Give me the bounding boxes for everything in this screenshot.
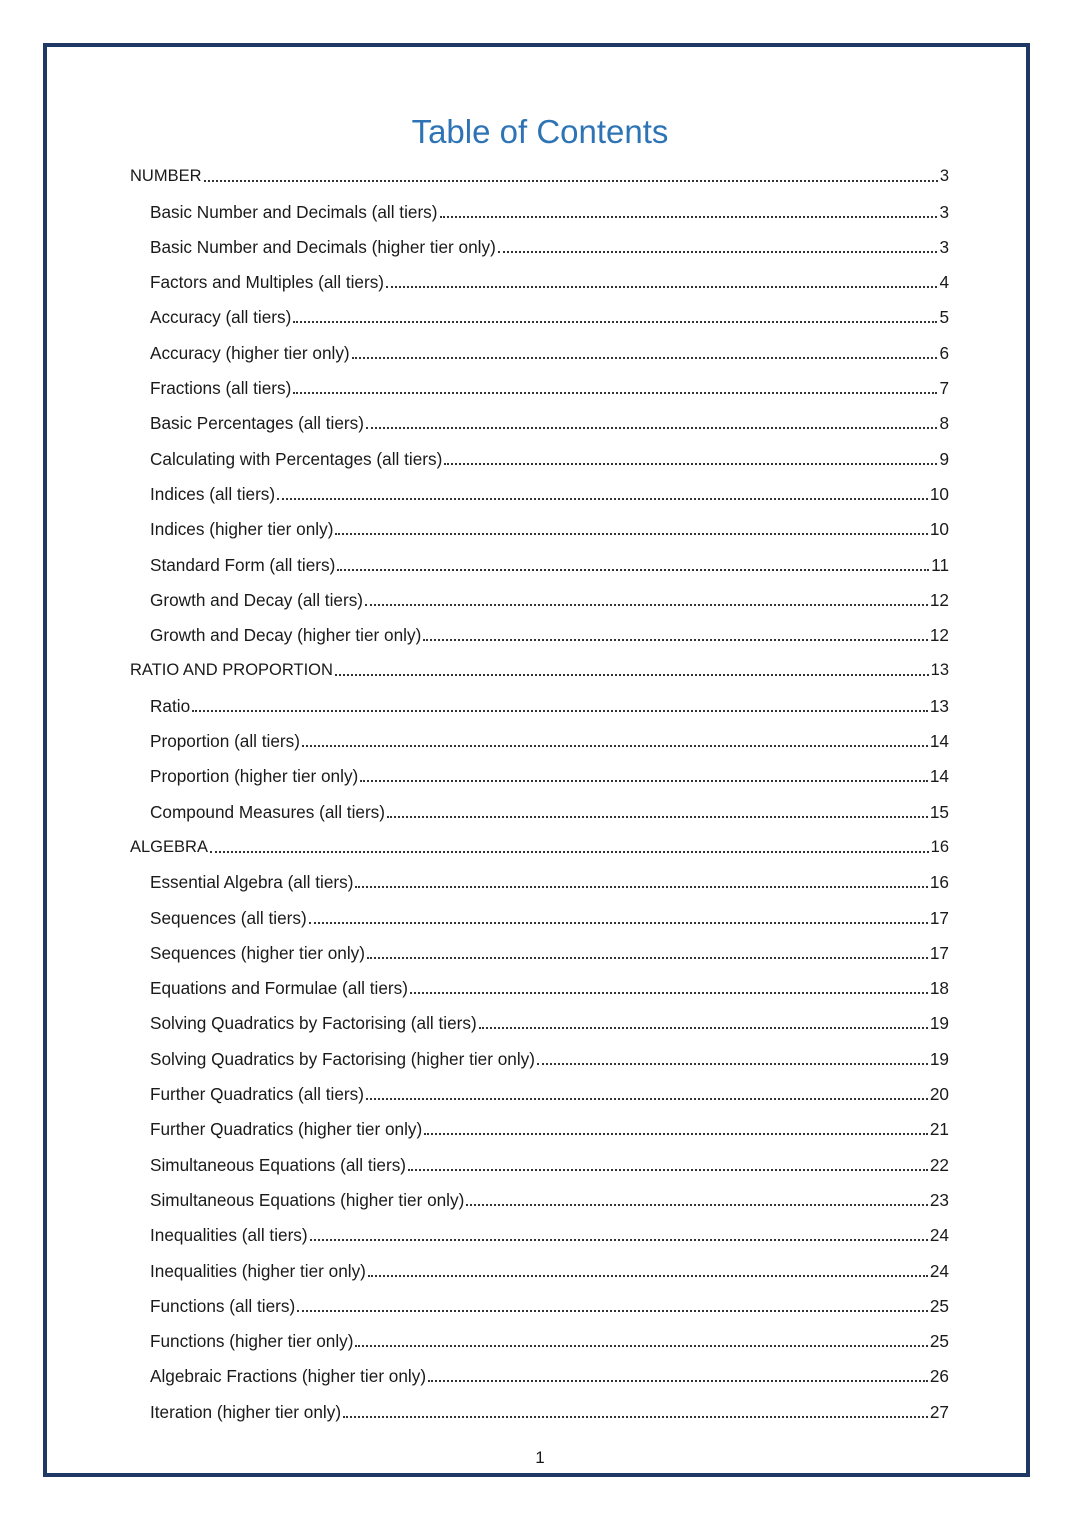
- toc-entry-page-number: 8: [939, 413, 949, 434]
- page-number: 1: [535, 1448, 545, 1467]
- toc-entry-label: Inequalities (higher tier only): [150, 1260, 366, 1281]
- toc-entry-label: Basic Percentages (all tiers): [150, 413, 364, 434]
- toc-entry-label: RATIO AND PROPORTION: [130, 661, 333, 680]
- toc-dot-leader: [537, 1063, 928, 1065]
- toc-dot-leader: [387, 816, 928, 818]
- toc-entry[interactable]: [130, 858, 949, 893]
- toc-entry[interactable]: [130, 1105, 949, 1140]
- toc-entry-page-number: 14: [929, 766, 949, 787]
- toc-entry[interactable]: [130, 1140, 949, 1175]
- toc-dot-leader: [310, 1239, 928, 1241]
- toc-entry[interactable]: [130, 505, 949, 540]
- toc-entry[interactable]: [130, 576, 949, 611]
- toc-dot-leader: [335, 674, 929, 676]
- toc-dot-leader: [466, 1204, 928, 1206]
- toc-entry-page-number: 27: [929, 1401, 949, 1422]
- toc-entry-page-number: 22: [929, 1154, 949, 1175]
- toc-entry-label: Simultaneous Equations (all tiers): [150, 1154, 407, 1175]
- toc-entry-label: NUMBER: [130, 167, 202, 186]
- toc-entry[interactable]: [130, 1070, 949, 1105]
- toc-entry-label: Solving Quadratics by Factorising (higher tier only): [150, 1048, 535, 1069]
- toc-entry[interactable]: [130, 1282, 949, 1317]
- toc-entry[interactable]: [130, 223, 949, 258]
- toc-entry-label: Fractions (all tiers): [150, 378, 292, 399]
- toc-entry[interactable]: [130, 1387, 949, 1422]
- toc-entry-label: Accuracy (all tiers): [150, 307, 292, 328]
- toc-entry[interactable]: [130, 258, 949, 293]
- toc-entry-page-number: 14: [929, 731, 949, 752]
- toc-entry[interactable]: [130, 964, 949, 999]
- toc-entry-page-number: 19: [929, 1013, 949, 1034]
- toc-entry[interactable]: [130, 1352, 949, 1387]
- toc-dot-leader: [293, 392, 937, 394]
- toc-dot-leader: [498, 251, 938, 253]
- toc-entry-page-number: 23: [929, 1189, 949, 1210]
- toc-dot-leader: [360, 780, 928, 782]
- toc-entry[interactable]: [130, 611, 949, 646]
- toc-entry-page-number: 18: [929, 978, 949, 999]
- toc-entry-page-number: 12: [929, 589, 949, 610]
- toc-entry-page-number: 4: [939, 272, 949, 293]
- toc-entry-label: Solving Quadratics by Factorising (all tiers): [150, 1013, 477, 1034]
- toc-dot-leader: [355, 886, 927, 888]
- toc-entry-page-number: 6: [939, 342, 949, 363]
- toc-entry-label: Basic Number and Decimals (higher tier only): [150, 236, 496, 257]
- toc-entry-page-number: 3: [939, 236, 949, 257]
- toc-entry-page-number: 16: [929, 872, 949, 893]
- toc-entry-page-number: 11: [931, 554, 949, 575]
- toc-dot-leader: [204, 180, 938, 182]
- toc-entry[interactable]: [130, 752, 949, 787]
- toc-entry-page-number: 7: [939, 378, 949, 399]
- toc-entry-label: Growth and Decay (higher tier only): [150, 625, 422, 646]
- toc-dot-leader: [343, 1416, 928, 1418]
- toc-section-entry[interactable]: [130, 152, 949, 187]
- toc-dot-leader: [302, 745, 928, 747]
- toc-entry[interactable]: [130, 893, 949, 928]
- table-of-contents: [130, 152, 949, 1423]
- toc-entry[interactable]: [130, 328, 949, 363]
- toc-dot-leader: [335, 533, 927, 535]
- toc-entry-label: Algebraic Fractions (higher tier only): [150, 1366, 427, 1387]
- toc-entry-page-number: 20: [929, 1084, 949, 1105]
- toc-dot-leader: [365, 604, 928, 606]
- toc-entry[interactable]: [130, 540, 949, 575]
- toc-dot-leader: [428, 1380, 928, 1382]
- toc-dot-leader: [192, 710, 928, 712]
- toc-entry-page-number: 17: [929, 942, 949, 963]
- toc-dot-leader: [408, 1169, 928, 1171]
- toc-entry-page-number: 24: [929, 1260, 949, 1281]
- toc-entry-label: Compound Measures (all tiers): [150, 801, 385, 822]
- toc-entry[interactable]: [130, 187, 949, 222]
- toc-entry-label: Proportion (all tiers): [150, 731, 300, 752]
- toc-entry-label: Standard Form (all tiers): [150, 554, 336, 575]
- toc-entry[interactable]: [130, 364, 949, 399]
- toc-entry[interactable]: [130, 1246, 949, 1281]
- toc-entry-label: Sequences (higher tier only): [150, 942, 365, 963]
- toc-dot-leader: [410, 992, 928, 994]
- toc-entry[interactable]: [130, 399, 949, 434]
- toc-entry[interactable]: [130, 1176, 949, 1211]
- toc-entry-label: Sequences (all tiers): [150, 907, 307, 928]
- toc-entry-label: Accuracy (higher tier only): [150, 342, 350, 363]
- toc-entry-page-number: 12: [929, 625, 949, 646]
- toc-entry-label: Simultaneous Equations (higher tier only): [150, 1189, 465, 1210]
- toc-dot-leader: [440, 216, 938, 218]
- toc-entry-page-number: 26: [929, 1366, 949, 1387]
- toc-dot-leader: [444, 463, 937, 465]
- toc-dot-leader: [366, 1098, 928, 1100]
- toc-entry[interactable]: [130, 1034, 949, 1069]
- toc-entry-label: Calculating with Percentages (all tiers): [150, 448, 443, 469]
- toc-entry-page-number: 19: [929, 1048, 949, 1069]
- toc-dot-leader: [366, 427, 937, 429]
- toc-entry-page-number: 3: [939, 167, 949, 186]
- toc-entry-page-number: 13: [930, 661, 949, 680]
- toc-dot-leader: [479, 1027, 928, 1029]
- toc-dot-leader: [297, 1310, 928, 1312]
- toc-dot-leader: [293, 321, 937, 323]
- toc-dot-leader: [355, 1345, 927, 1347]
- toc-entry[interactable]: [130, 999, 949, 1034]
- toc-dot-leader: [368, 1275, 928, 1277]
- toc-entry-label: Indices (higher tier only): [150, 519, 334, 540]
- toc-entry-label: Further Quadratics (higher tier only): [150, 1119, 423, 1140]
- toc-entry-page-number: 17: [929, 907, 949, 928]
- toc-entry[interactable]: [130, 434, 949, 469]
- toc-entry-page-number: 5: [939, 307, 949, 328]
- toc-entry-label: Indices (all tiers): [150, 483, 276, 504]
- toc-entry-page-number: 9: [939, 448, 949, 469]
- toc-entry-page-number: 15: [929, 801, 949, 822]
- toc-entry[interactable]: [130, 293, 949, 328]
- toc-entry-page-number: 25: [929, 1331, 949, 1352]
- toc-entry-label: Growth and Decay (all tiers): [150, 589, 364, 610]
- toc-entry[interactable]: [130, 929, 949, 964]
- toc-entry-page-number: 16: [930, 837, 949, 856]
- toc-entry-page-number: 13: [929, 695, 949, 716]
- toc-entry-label: Essential Algebra (all tiers): [150, 872, 354, 893]
- toc-dot-leader: [367, 957, 928, 959]
- toc-entry-label: Functions (all tiers): [150, 1295, 296, 1316]
- toc-entry-page-number: 21: [929, 1119, 949, 1140]
- toc-dot-leader: [386, 286, 937, 288]
- toc-entry[interactable]: [130, 717, 949, 752]
- toc-entry[interactable]: [130, 1211, 949, 1246]
- toc-dot-leader: [424, 1133, 928, 1135]
- toc-entry-label: Proportion (higher tier only): [150, 766, 359, 787]
- toc-entry-page-number: 3: [939, 201, 949, 222]
- toc-entry[interactable]: [130, 787, 949, 822]
- toc-section-entry[interactable]: [130, 823, 949, 858]
- toc-entry[interactable]: [130, 681, 949, 716]
- toc-entry[interactable]: [130, 1317, 949, 1352]
- toc-dot-leader: [423, 639, 928, 641]
- toc-dot-leader: [352, 357, 938, 359]
- toc-entry-label: Basic Number and Decimals (all tiers): [150, 201, 438, 222]
- toc-entry-page-number: 10: [929, 483, 949, 504]
- toc-dot-leader: [277, 498, 928, 500]
- toc-dot-leader: [309, 922, 928, 924]
- toc-dot-leader: [337, 569, 929, 571]
- toc-entry-page-number: 25: [929, 1295, 949, 1316]
- toc-entry-label: Equations and Formulae (all tiers): [150, 978, 408, 999]
- toc-entry-label: ALGEBRA: [130, 837, 208, 856]
- toc-entry-label: Ratio: [150, 695, 191, 716]
- toc-entry-page-number: 24: [929, 1225, 949, 1246]
- page-title: Table of Contents: [411, 113, 669, 150]
- toc-section-entry[interactable]: [130, 646, 949, 681]
- toc-entry-label: Functions (higher tier only): [150, 1331, 354, 1352]
- toc-entry-label: Inequalities (all tiers): [150, 1225, 308, 1246]
- toc-entry-label: Factors and Multiples (all tiers): [150, 272, 385, 293]
- toc-entry[interactable]: [130, 470, 949, 505]
- toc-entry-page-number: 10: [929, 519, 949, 540]
- toc-dot-leader: [210, 851, 929, 853]
- toc-entry-label: Further Quadratics (all tiers): [150, 1084, 364, 1105]
- toc-entry-label: Iteration (higher tier only): [150, 1401, 342, 1422]
